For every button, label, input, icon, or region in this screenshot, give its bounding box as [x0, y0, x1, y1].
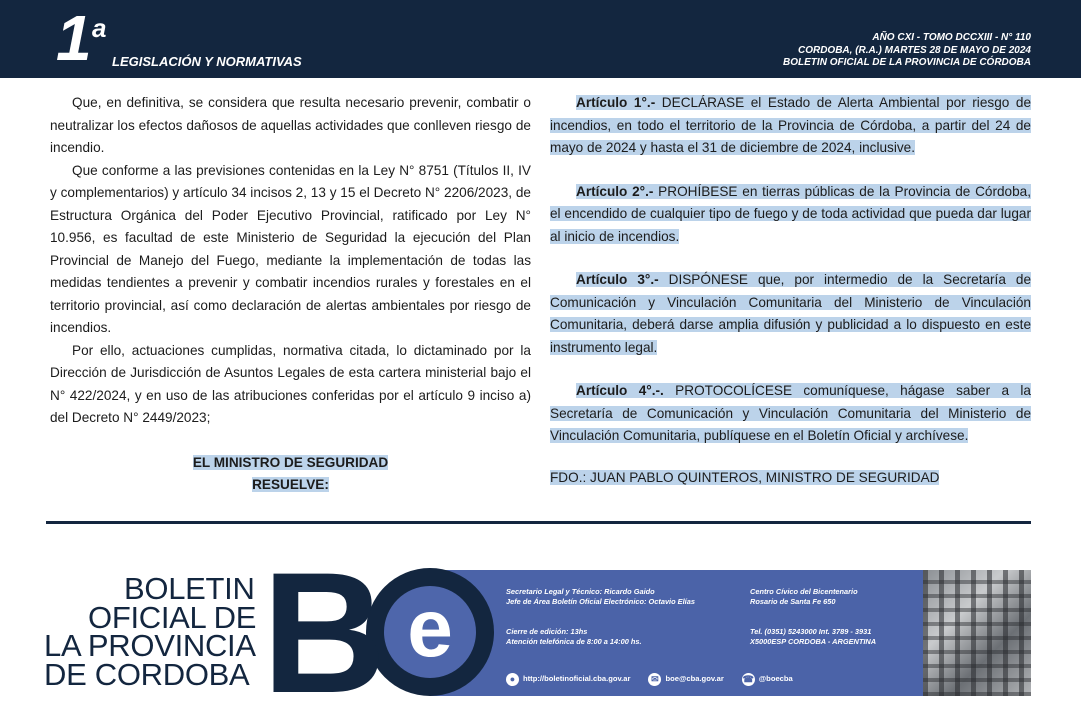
section-number: 1: [56, 2, 90, 74]
section-number-superscript: a: [92, 13, 107, 43]
left-column: [50, 92, 531, 497]
right-column: [550, 92, 1031, 510]
publication-line: BOLETIN OFICIAL DE LA PROVINCIA DE CÓRDOBA: [783, 57, 1031, 68]
issue-meta: [783, 32, 1031, 70]
phone-line: Tel. (0351) 5243000 Int. 3789 - 3931: [750, 627, 872, 636]
logo-letter-b: B: [262, 537, 379, 720]
issue-line: AÑO CXI - TOMO DCCXIII - N° 110: [872, 32, 1031, 43]
globe-icon: ●: [506, 673, 519, 686]
paragraph: Por ello, actuaciones cumplidas, normativa citada, lo dictaminado por la Dirección de Jurisdicción de Asuntos Legales de esta cartera ministerial bajo el N° 422/2024, y en uso de las atribuciones conferidas por el artículo 9 inciso a) del Decreto N° 2449/2023;: [50, 342, 531, 425]
article-text: DISPÓNESE que, por intermedio de la Secretaría de Comunicación y Vinculación Comunitaria del Ministerio de Vinculación Comunitaria, deberá darse amplia difusión y publicidad a lo dispuesto en este instrumento legal.: [550, 272, 1032, 355]
website-link[interactable]: [506, 673, 630, 686]
article-label: Artículo 2°.-: [576, 183, 654, 199]
phone-info: [750, 627, 876, 647]
logo-letter-e: e: [407, 583, 453, 674]
article-text: PROHÍBESE en tierras públicas de la Provincia de Córdoba, el encendido de cualquier tipo de fuego y de toda actividad que pueda dar lugar al inicio de incendios.: [550, 183, 1031, 244]
page-header: [0, 0, 1081, 78]
signature: [550, 467, 1031, 490]
social-icon: ☎: [742, 673, 754, 684]
contact-row: [506, 672, 793, 686]
footer-divider: [46, 521, 1031, 524]
info-banner: [430, 570, 1031, 696]
hours-info: [506, 627, 642, 647]
paragraph: Que conforme a las previsiones contenidas en la Ley N° 8751 (Títulos II, IV y complementarios) y artículo 34 incisos 2, 13 y 15 el Decreto N° 2206/2023, de Estructura Orgánica del Poder Ejecutivo Provincial, ratificado por Ley N° 10.956, es facultad de este Ministerio de Seguridad la ejecución del Plan Provincial de Manejo del Fuego, mediante la implementación de todas las medidas tendientes a prevenir y combatir incendios rurales y forestales en el territorio provincial, así como declaración de alertas ambientales por riesgo de incendios.: [50, 162, 531, 335]
address-info: [750, 587, 858, 607]
website-text[interactable]: http://boletinoficial.cba.gov.ar: [523, 674, 631, 683]
social-text[interactable]: @boecba: [758, 674, 793, 683]
brand-line: DE CORDOBA: [44, 656, 250, 692]
staff-line: Secretario Legal y Técnico: Ricardo Gaido: [506, 587, 655, 596]
minister-heading: EL MINISTRO DE SEGURIDAD: [192, 454, 389, 470]
resolve-heading: RESUELVE:: [252, 477, 329, 492]
brand-line: LA PROVINCIA: [44, 628, 256, 663]
article-4: [550, 380, 1031, 448]
date-line: CORDOBA, (R.A.) MARTES 28 DE MAYO DE 2024: [797, 44, 1031, 56]
brand-line: OFICIAL DE: [88, 599, 257, 635]
email-link[interactable]: [648, 673, 723, 686]
signature-text: FDO.: JUAN PABLO QUINTEROS, MINISTRO DE SEGURIDAD: [550, 469, 940, 485]
brand-wordmark: [44, 571, 257, 692]
address-line: Centro Cívico del Bicentenario: [750, 587, 858, 596]
article-text: DECLÁRASE el Estado de Alerta Ambiental por riesgo de incendios, en todo el territorio de la Provincia de Córdoba, a partir del 24 de mayo de 2024 y hasta el 31 de diciembre de 2024, inclusive.: [550, 95, 1032, 155]
staff-info: [506, 587, 695, 607]
section-title: LEGISLACIÓN Y NORMATIVAS: [112, 54, 302, 69]
article-label: Artículo 4°.-.: [576, 383, 664, 398]
staff-line: Jefe de Área Boletín Oficial Electrónico: Octavio Elías: [506, 597, 695, 606]
paragraph: Que, en definitiva, se considera que resulta necesario prevenir, combatir o neutralizar los efectos dañosos de aquellas actividades que conlleven riesgo de incendio.: [50, 95, 531, 155]
building-photo: [923, 570, 1031, 696]
email-text[interactable]: boe@cba.gov.ar: [665, 674, 724, 683]
article-3: [550, 269, 1031, 359]
article-text: PROTOCOLÍCESE comuníquese, hágase saber a la Secretaría de Comunicación y Vinculación Comunitaria del Ministerio de Vinculación Comunitaria, publíquese en el Boletín Oficial y archívese.: [550, 383, 1031, 443]
hours-line: Atención telefónica de 8:00 a 14:00 hs.: [506, 637, 642, 646]
article-2: [550, 181, 1031, 249]
social-link[interactable]: [742, 673, 793, 686]
mail-icon: ✉: [648, 673, 661, 686]
address-line: Rosario de Santa Fe 650: [750, 597, 836, 606]
phone-line: X5000ESP CORDOBA - ARGENTINA: [750, 637, 877, 646]
resolution-heading: [50, 452, 531, 497]
article-label: Artículo 1°.-: [576, 95, 656, 110]
hours-line: Cierre de edición: 13hs: [506, 627, 588, 636]
article-label: Artículo 3°.-: [576, 272, 659, 287]
article-1: [550, 92, 1031, 160]
brand-line: BOLETIN: [124, 571, 255, 606]
